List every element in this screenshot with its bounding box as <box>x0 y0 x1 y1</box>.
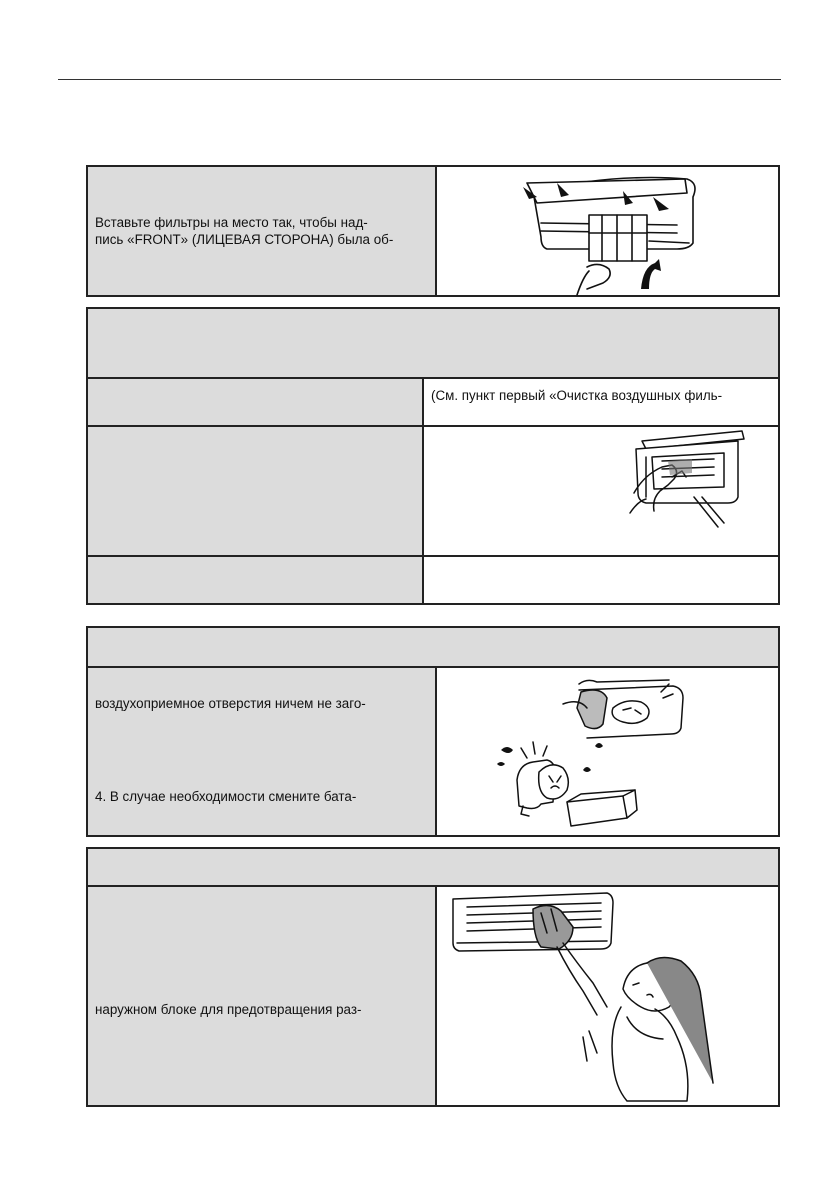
filter-install-text-cell <box>88 167 436 295</box>
filter-install-line-2: пись «FRONT» (ЛИЦЕВАЯ СТОРОНА) была об- <box>95 232 394 247</box>
row2-left-cell <box>88 427 422 555</box>
filter-install-block <box>86 165 780 297</box>
before-season-header <box>88 628 778 666</box>
indoor-cleaning-header <box>88 309 778 377</box>
row3-right-cell <box>424 557 778 603</box>
indoor-cleaning-block <box>86 307 780 605</box>
filter-install-line-1: Вставьте фильтры на место так, чтобы над- <box>95 215 368 230</box>
filter-insert-illustration <box>437 167 778 295</box>
row1-left-cell <box>88 379 422 425</box>
filter-install-illustration-cell <box>437 167 778 295</box>
panel-cleaning-illustration <box>424 427 778 555</box>
before-season-block <box>86 626 780 837</box>
after-season-line-1: наружном блоке для предотвращения раз- <box>95 1002 362 1017</box>
before-season-text-cell <box>88 668 435 835</box>
after-season-illustration-cell <box>437 887 778 1105</box>
wiping-unit-illustration <box>437 887 778 1105</box>
row1-right-text: (См. пункт первый «Очистка воздушных филь- <box>431 388 723 403</box>
after-season-text-cell <box>88 887 435 1105</box>
before-season-line-1: воздухоприемное отверстия ничем не заго- <box>95 696 366 711</box>
header-rule <box>58 79 781 80</box>
before-season-line-2: 4. В случае необходимости смените бата- <box>95 789 357 804</box>
before-season-illustration-cell <box>437 668 778 835</box>
row3-left-cell <box>88 557 422 603</box>
blocked-unit-illustration <box>437 668 778 835</box>
after-season-block <box>86 847 780 1107</box>
after-season-header <box>88 849 778 885</box>
row2-right-cell <box>424 427 778 555</box>
row1-right-cell <box>424 379 778 425</box>
